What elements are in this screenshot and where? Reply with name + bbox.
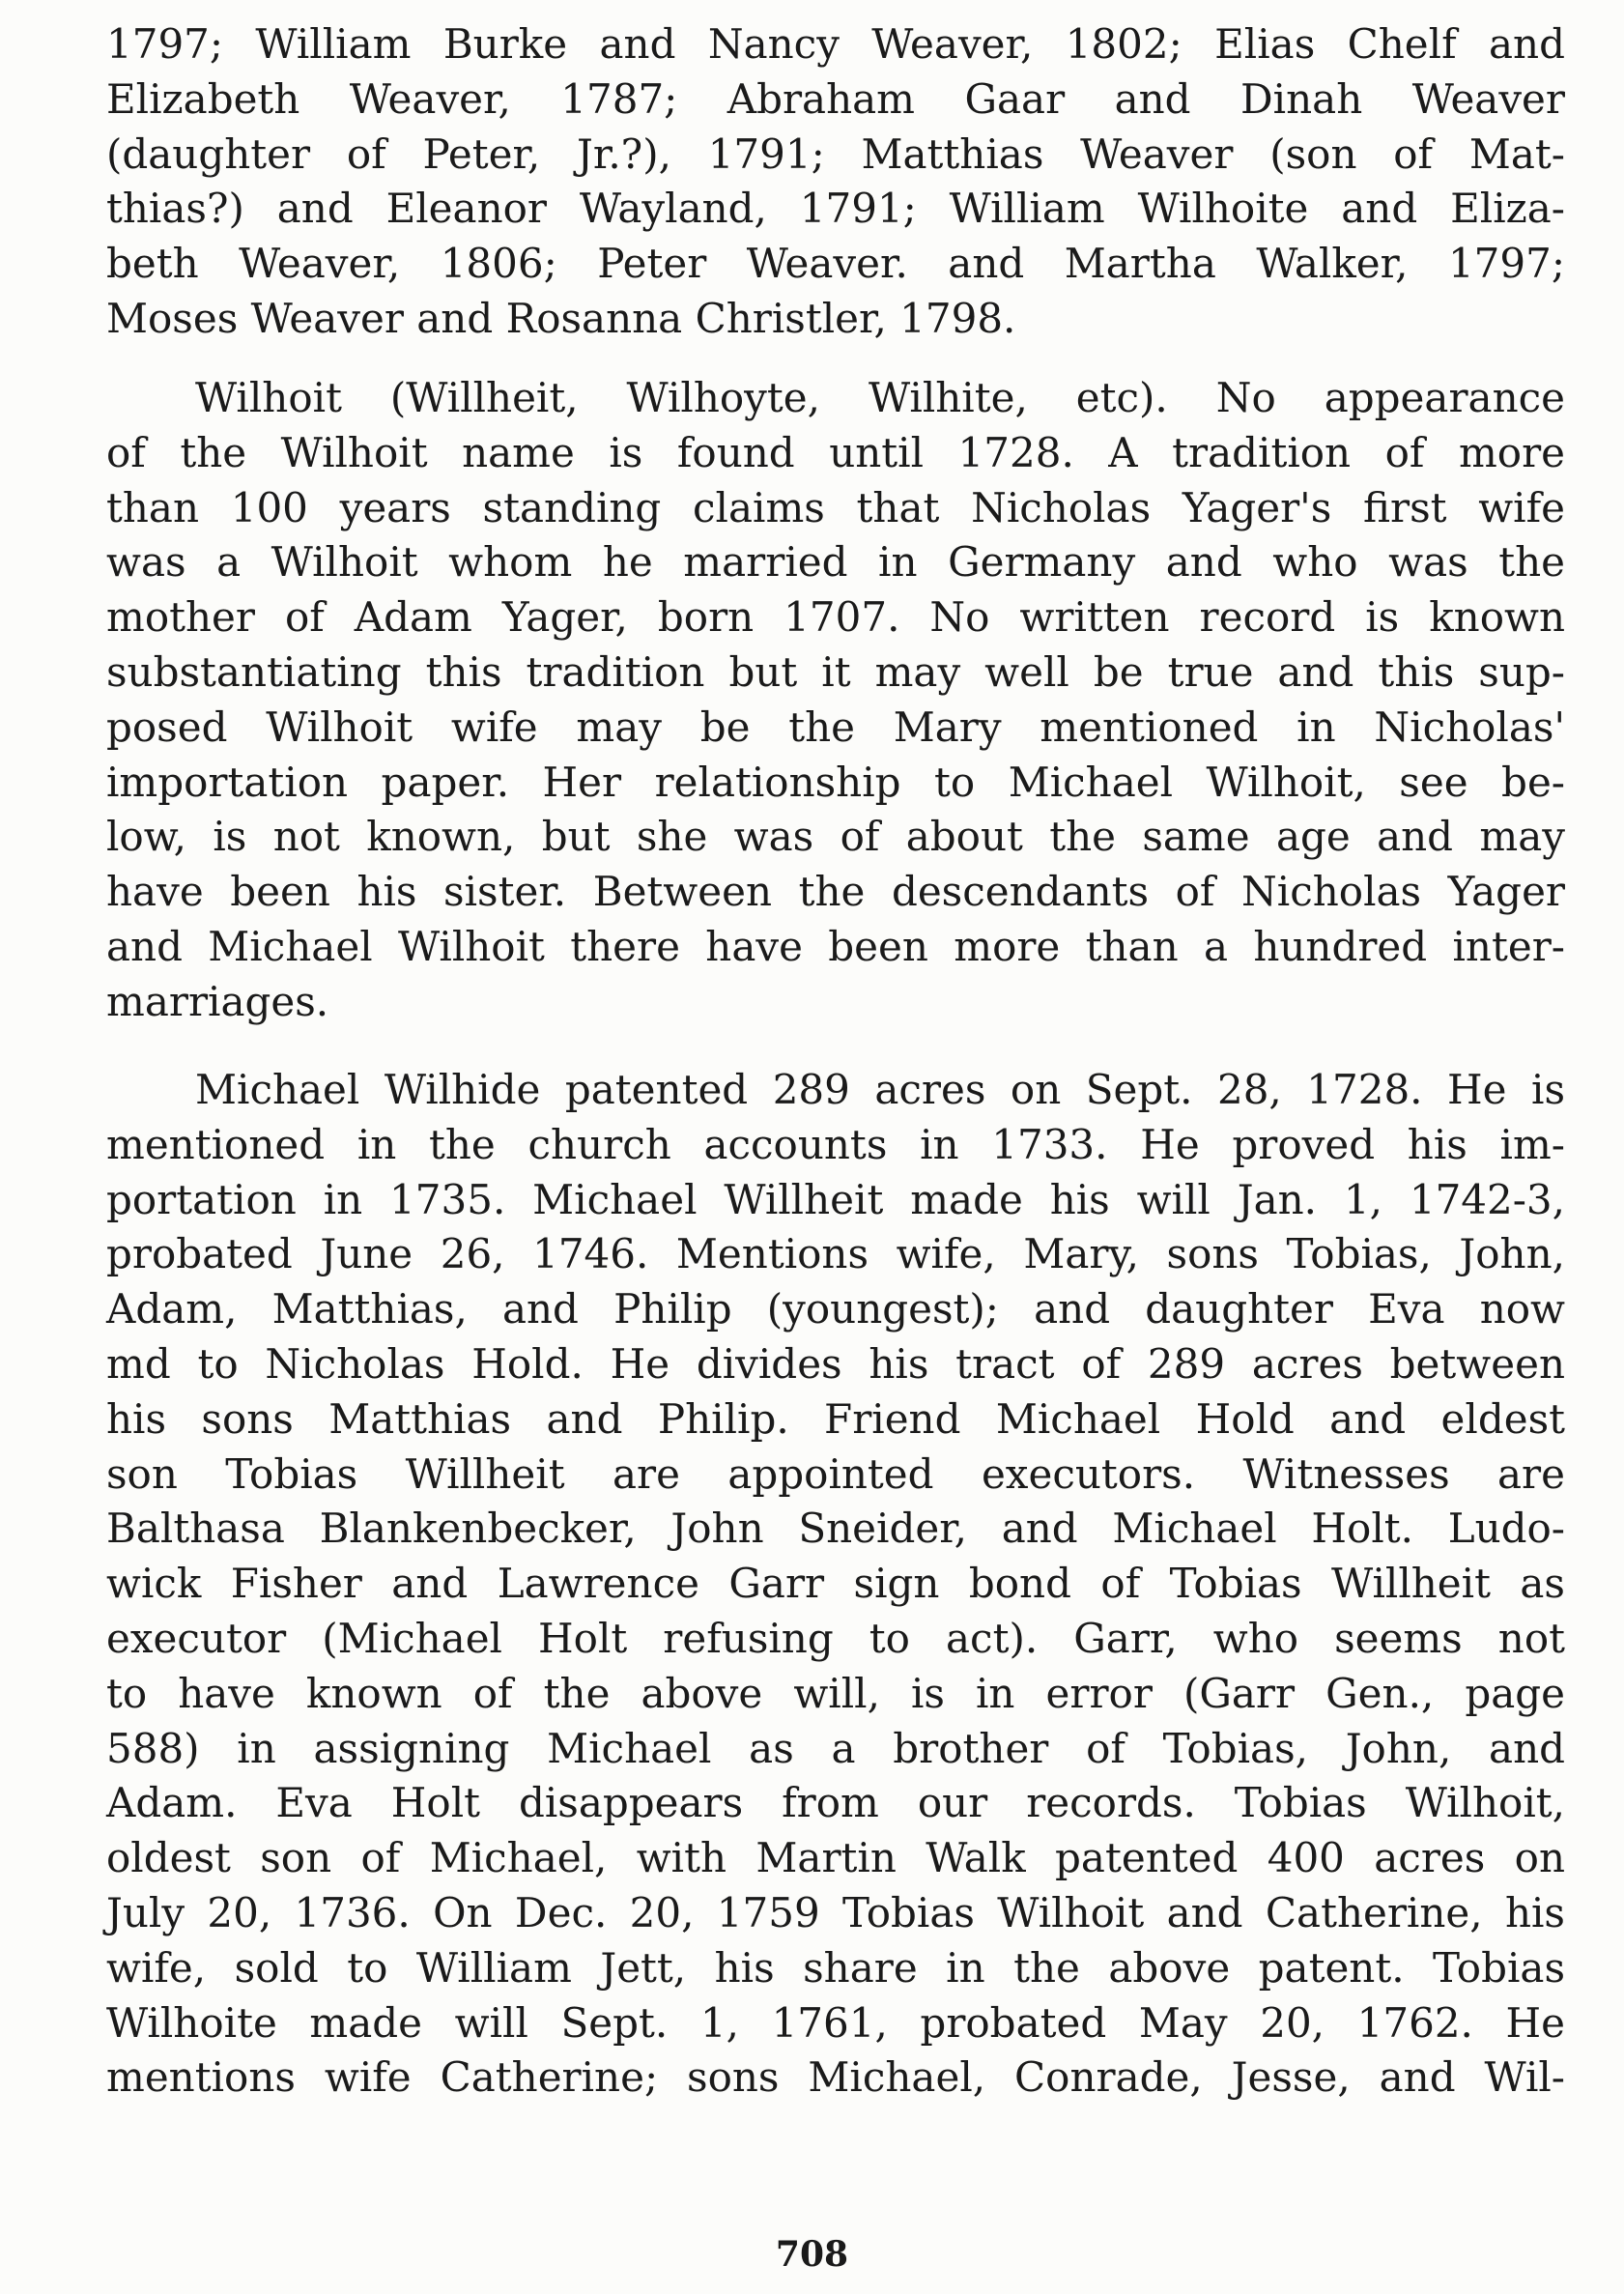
text-line: than 100 years standing claims that Nicholas Yager's first wife — [106, 483, 1565, 531]
text-line: mentioned in the church accounts in 1733. He proved his im- — [106, 1120, 1565, 1168]
text-line: wick Fisher and Lawrence Garr sign bond of Tobias Willheit as — [106, 1560, 1565, 1608]
text-line: beth Weaver, 1806; Peter Weaver. and Martha Walker, 1797; — [106, 240, 1565, 288]
text-line: marriages. — [106, 977, 329, 1025]
text-line: Wilhoite made will Sept. 1, 1761, probated May 20, 1762. He — [106, 1998, 1565, 2047]
text-line: was a Wilhoit whom he married in Germany and who was the — [106, 538, 1565, 587]
page-number: 708 — [775, 2234, 849, 2275]
text-line: Balthasa Blankenbecker, John Sneider, and Michael Holt. Ludo- — [106, 1505, 1565, 1553]
text-line: importation paper. Her relationship to Michael Wilhoit, see be- — [106, 758, 1565, 806]
text-line: 1797; William Burke and Nancy Weaver, 1802; Elias Chelf and — [106, 20, 1565, 68]
text-line: Michael Wilhide patented 289 acres on Sept. 28, 1728. He is — [195, 1066, 1565, 1113]
paragraph-wilhoit-intro — [106, 371, 1565, 1030]
text-line: son Tobias Willheit are appointed executors. Witnesses are — [106, 1449, 1565, 1498]
text-line: mentions wife Catherine; sons Michael, Conrade, Jesse, and Wil- — [106, 2053, 1565, 2102]
text-line: executor (Michael Holt refusing to act). Garr, who seems not — [106, 1614, 1565, 1662]
text-line: 588) in assigning Michael as a brother of Tobias, John, and — [106, 1724, 1565, 1772]
text-line: thias?) and Eleanor Wayland, 1791; William Wilhoite and Eliza- — [106, 185, 1565, 233]
paragraph-michael-wilhide — [106, 1063, 1565, 2106]
text-line: and Michael Wilhoit there have been more than a hundred inter- — [106, 922, 1565, 970]
text-line: Adam. Eva Holt disappears from our records. Tobias Wilhoit, — [106, 1779, 1565, 1827]
text-line: Moses Weaver and Rosanna Christler, 1798. — [106, 294, 1016, 342]
text-line: substantiating this tradition but it may well be true and this sup- — [106, 647, 1565, 696]
text-line: posed Wilhoit wife may be the Mary mentioned in Nicholas' — [106, 703, 1565, 751]
text-line: portation in 1735. Michael Willheit made his will Jan. 1, 1742-3, — [106, 1175, 1565, 1223]
paragraph-weaver-marriages — [106, 17, 1565, 347]
text-line: of the Wilhoit name is found until 1728. A tradition of more — [106, 428, 1565, 476]
text-line: oldest son of Michael, with Martin Walk patented 400 acres on — [106, 1834, 1565, 1882]
text-line: probated June 26, 1746. Mentions wife, Mary, sons Tobias, John, — [106, 1230, 1565, 1278]
text-line: mother of Adam Yager, born 1707. No written record is known — [106, 593, 1565, 642]
text-line: Elizabeth Weaver, 1787; Abraham Gaar and Dinah Weaver — [106, 74, 1565, 123]
text-line: have been his sister. Between the descendants of Nicholas Yager — [106, 868, 1565, 916]
text-line: his sons Matthias and Philip. Friend Michael Hold and eldest — [106, 1394, 1565, 1443]
text-line: md to Nicholas Hold. He divides his tract of 289 acres between — [106, 1339, 1565, 1388]
text-line: Adam, Matthias, and Philip (youngest); and daughter Eva now — [106, 1285, 1565, 1333]
text-line: Wilhoit (Willheit, Wilhoyte, Wilhite, etc). No appearance — [195, 374, 1565, 421]
text-line: to have known of the above will, is in error (Garr Gen., page — [106, 1669, 1565, 1717]
text-line: July 20, 1736. On Dec. 20, 1759 Tobias Wilhoit and Catherine, his — [106, 1888, 1565, 1936]
text-line: (daughter of Peter, Jr.?), 1791; Matthias Weaver (son of Mat- — [106, 129, 1565, 178]
text-line: low, is not known, but she was of about the same age and may — [106, 813, 1565, 861]
text-line: wife, sold to William Jett, his share in the above patent. Tobias — [106, 1943, 1565, 1992]
